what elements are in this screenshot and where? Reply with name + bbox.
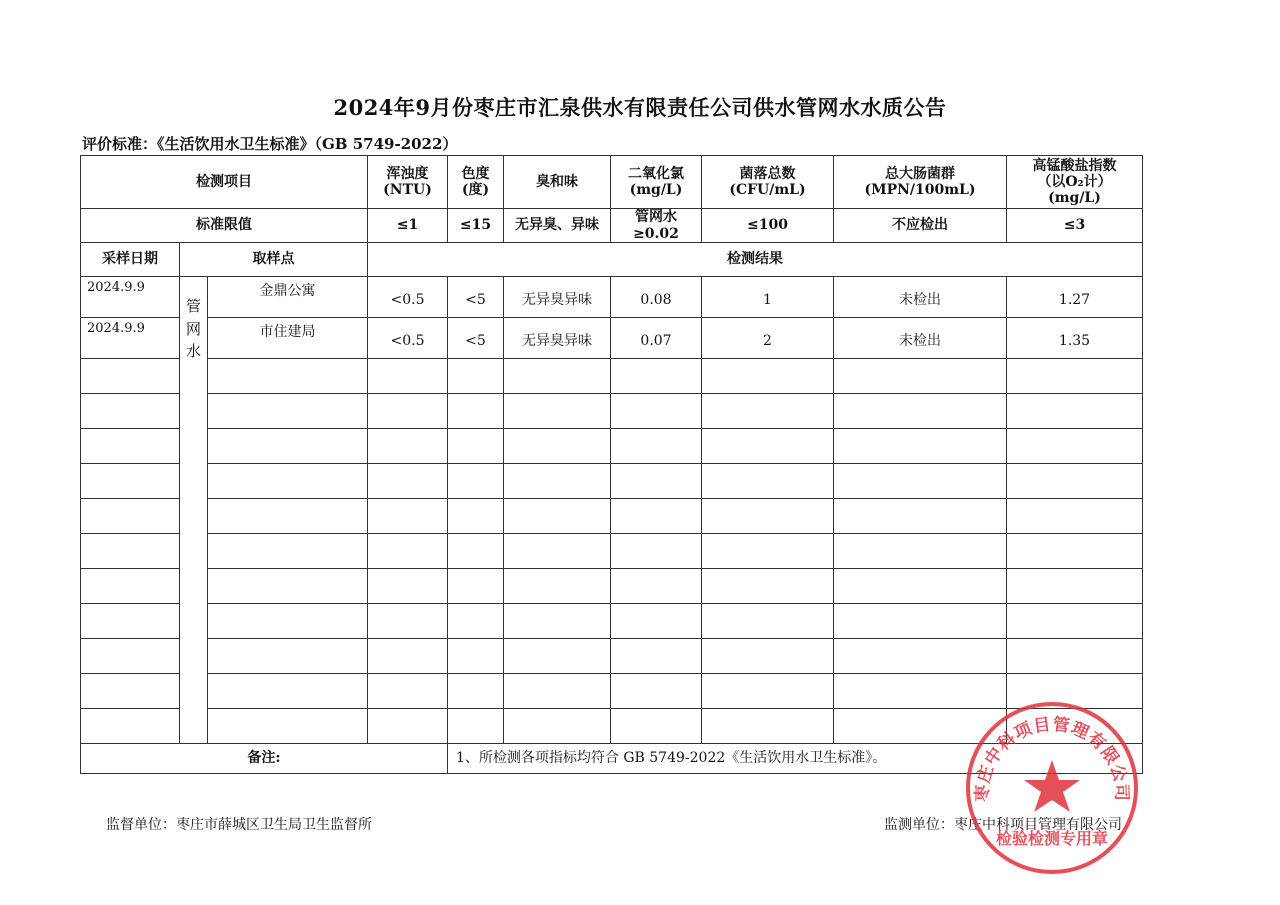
pipe-water-label: 管 网 水: [180, 277, 208, 744]
row-odor: 无异臭异味: [504, 277, 611, 318]
note-label: 备注:: [81, 744, 448, 774]
note-text: 1、所检测各项指标均符合 GB 5749-2022《生活饮用水卫生标准》。: [448, 744, 1143, 774]
empty-row: [81, 639, 1143, 674]
limit-chlorine-dioxide: 管网水 ≥0.02: [611, 209, 702, 243]
limit-coliform: 不应检出: [834, 209, 1007, 243]
empty-row: [81, 604, 1143, 639]
header-colony: 菌落总数 (CFU/mL): [702, 156, 834, 209]
empty-row: [81, 534, 1143, 569]
row-site: 市住建局: [208, 318, 368, 359]
empty-row: [81, 569, 1143, 604]
empty-row: [81, 464, 1143, 499]
row-date: 2024.9.9: [81, 318, 180, 359]
row-colony: 2: [702, 318, 834, 359]
row-coliform: 未检出: [834, 318, 1007, 359]
water-quality-table: [80, 155, 1143, 774]
empty-row: [81, 359, 1143, 394]
row-permanganate: 1.27: [1007, 277, 1143, 318]
header-coliform: 总大肠菌群 (MPN/100mL): [834, 156, 1007, 209]
empty-row: [81, 394, 1143, 429]
row-chlorine-dioxide: 0.07: [611, 318, 702, 359]
supervisor-unit: 监督单位：枣庄市薛城区卫生局卫生监督所: [106, 817, 372, 833]
monitor-unit: 监测单位：枣庄中科项目管理有限公司: [884, 817, 1122, 833]
official-seal-icon: [962, 698, 1142, 878]
svg-text:检验检测专用章: 检验检测专用章: [995, 829, 1109, 848]
results-label: 检测结果: [368, 243, 1143, 277]
row-chlorine-dioxide: 0.08: [611, 277, 702, 318]
row-permanganate: 1.35: [1007, 318, 1143, 359]
limit-turbidity: ≤1: [368, 209, 448, 243]
header-color: 色度 (度): [448, 156, 504, 209]
evaluation-standard: 评价标准：《生活饮用水卫生标准》（GB 5749-2022）: [82, 135, 458, 153]
header-chlorine-dioxide: 二氧化氯 (mg/L): [611, 156, 702, 209]
table-row: [81, 318, 1143, 359]
header-item-label: 检测项目: [81, 156, 368, 209]
limit-color: ≤15: [448, 209, 504, 243]
row-color: <5: [448, 277, 504, 318]
row-turbidity: <0.5: [368, 318, 448, 359]
limit-permanganate: ≤3: [1007, 209, 1143, 243]
header-row: [81, 156, 1143, 209]
row-colony: 1: [702, 277, 834, 318]
row-color: <5: [448, 318, 504, 359]
table-row: [81, 277, 1143, 318]
row-odor: 无异臭异味: [504, 318, 611, 359]
empty-row: [81, 499, 1143, 534]
header-turbidity: 浑浊度 (NTU): [368, 156, 448, 209]
limit-colony: ≤100: [702, 209, 834, 243]
subheader-row: [81, 243, 1143, 277]
row-coliform: 未检出: [834, 277, 1007, 318]
document-title: 2024年9月份枣庄市汇泉供水有限责任公司供水管网水水质公告: [333, 95, 947, 120]
limits-row: [81, 209, 1143, 243]
empty-row: [81, 429, 1143, 464]
header-permanganate: 高锰酸盐指数 （以O₂计） (mg/L): [1007, 156, 1143, 209]
svg-text:枣庄中科项目管理有限公司: 枣庄中科项目管理有限公司: [972, 714, 1132, 803]
date-label: 采样日期: [81, 243, 180, 277]
row-site: 金鼎公寓: [208, 277, 368, 318]
header-odor: 臭和味: [504, 156, 611, 209]
row-date: 2024.9.9: [81, 277, 180, 318]
row-turbidity: <0.5: [368, 277, 448, 318]
limits-label: 标准限值: [81, 209, 368, 243]
site-label: 取样点: [180, 243, 368, 277]
limit-odor: 无异臭、异味: [504, 209, 611, 243]
